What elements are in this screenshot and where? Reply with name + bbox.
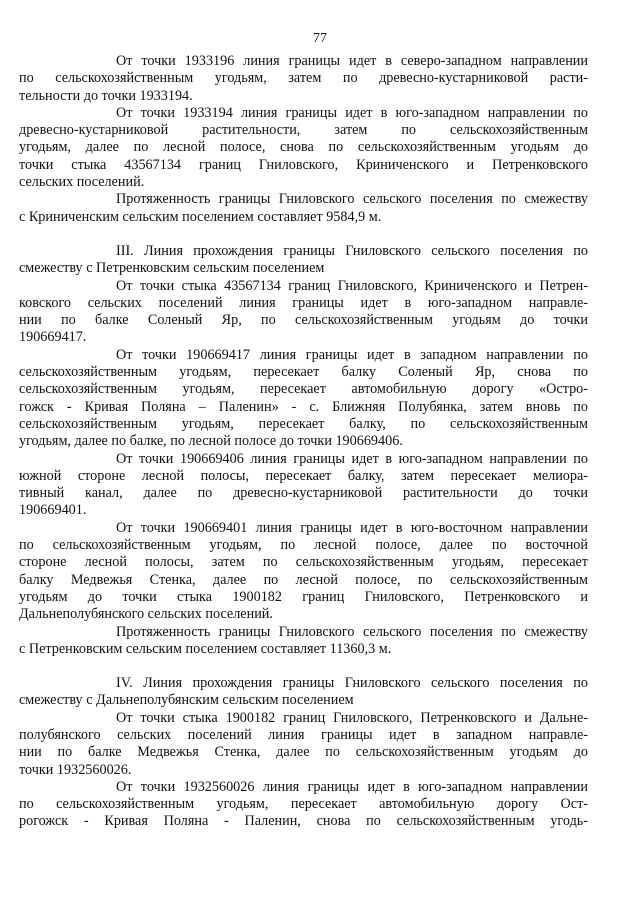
document-body <box>19 53 588 831</box>
text-line: стороне лесной полосы, затем по сельскохозяйственным угодьям, пересекает <box>19 554 588 571</box>
text-line: с Криниченским сельским поселением составляет 9584,9 м. <box>19 208 382 225</box>
text-line: угодьям, далее по лесной полосе, снова по сельскохозяйственным угодьям до <box>19 139 588 156</box>
text-line: Протяженность границы Гниловского сельского поселения по смежеству <box>116 191 588 208</box>
text-line: гожск - Кривая Поляна – Паленин» - с. Ближняя Полубянка, затем вновь по <box>19 398 588 415</box>
paragraph <box>19 520 588 624</box>
text-line: сельскохозяйственным угодьям, пересекает балку Соленый Яр, снова по <box>19 364 588 381</box>
section-gap <box>116 226 588 243</box>
text-line: От точки 190669417 линия границы идет в западном направлении по <box>116 346 588 363</box>
text-line: От точки 190669401 линия границы идет в юго-восточном направлении <box>116 519 588 536</box>
text-line: От точки 1932560026 линия границы идет в юго-западном направлении <box>116 778 588 795</box>
text-line: древесно-кустарниковой растительности, затем по сельскохозяйственным <box>19 122 588 139</box>
text-line: балку Медвежья Стенка, далее по лесной полосе, по сельскохозяйственным <box>19 571 588 588</box>
text-line: сельскохозяйственным угодьям, пересекает балку, по сельскохозяйственным <box>19 415 588 432</box>
paragraph <box>19 191 588 226</box>
text-line: точки 1932560026. <box>19 761 132 778</box>
text-line: IV. Линия прохождения границы Гниловского сельского поселения по <box>116 675 588 692</box>
text-line: по сельскохозяйственным угодьям, по лесной полосе, далее по восточной <box>19 537 588 554</box>
text-line: точки стыка 43567134 границ Гниловского, Криниченского и Петренковского <box>19 156 588 173</box>
text-line: южной стороне лесной полосы, пересекает балку, затем пересекает мелиора- <box>19 467 588 484</box>
text-line: От точки стыка 1900182 границ Гниловского, Петренковского и Дальне- <box>116 709 588 726</box>
text-line: рогожск - Кривая Поляна - Паленин, снова по сельскохозяйственным угодь- <box>19 813 588 830</box>
section-heading <box>19 243 588 278</box>
paragraph <box>19 451 588 520</box>
section-gap <box>116 658 588 675</box>
text-line: сельскохозяйственным угодьям, пересекает автомобильную дорогу «Остро- <box>19 381 588 398</box>
text-line: От точки 1933196 линия границы идет в северо-западном направлении <box>116 53 588 69</box>
text-line: От точки 190669406 линия границы идет в юго-западном направлении по <box>116 450 588 467</box>
paragraph <box>19 779 588 831</box>
text-line: нии по балке Медвежья Стенка, далее по сельскохозяйственным угодьям до <box>19 744 588 761</box>
text-line: тельности до точки 1933194. <box>19 87 193 104</box>
text-line: Протяженность границы Гниловского сельского поселения по смежеству <box>116 623 588 640</box>
text-line: смежеству с Петренковским сельским поселением <box>19 260 325 277</box>
text-line: с Петренковским сельским поселением составляет 11360,3 м. <box>19 640 392 657</box>
paragraph <box>19 710 588 779</box>
text-line: ковского сельских поселений линия границы идет в юго-западном направле- <box>19 294 588 311</box>
text-line: смежеству с Дальнеполубянским сельским поселением <box>19 692 354 709</box>
text-line: нии по балке Соленый Яр, по сельскохозяйственным угодьям до точки <box>19 312 588 329</box>
text-line: 190669401. <box>19 502 87 519</box>
paragraph <box>19 347 588 451</box>
text-line: От точки стыка 43567134 границ Гниловского, Криниченского и Петрен- <box>116 277 588 294</box>
section-heading <box>19 675 588 710</box>
text-line: 190669417. <box>19 329 87 346</box>
paragraph <box>19 105 588 191</box>
text-line: по сельскохозяйственным угодьям, затем по древесно-кустарниковой расти- <box>19 70 588 87</box>
text-line: по сельскохозяйственным угодьям, пересекает автомобильную дорогу Ост- <box>19 796 588 813</box>
paragraph <box>19 278 588 347</box>
text-line: полубянского сельских поселений линия границы идет в западном направле- <box>19 726 588 743</box>
text-line: тивный канал, далее по древесно-кустарниковой растительности до точки <box>19 485 588 502</box>
text-line: сельских поселений. <box>19 174 145 191</box>
paragraph <box>19 53 588 105</box>
paragraph <box>19 624 588 659</box>
text-line: От точки 1933194 линия границы идет в юго-западном направлении по <box>116 104 588 121</box>
page-number: 77 <box>313 31 327 46</box>
text-line: Дальнеполубянского сельских поселений. <box>19 606 273 623</box>
text-line: угодьям, далее по балке, по лесной полосе до точки 190669406. <box>19 433 403 450</box>
text-line: угодьям до точки стыка 1900182 границ Гниловского, Петренковского и <box>19 588 588 605</box>
text-line: III. Линия прохождения границы Гниловского сельского поселения по <box>116 242 588 259</box>
